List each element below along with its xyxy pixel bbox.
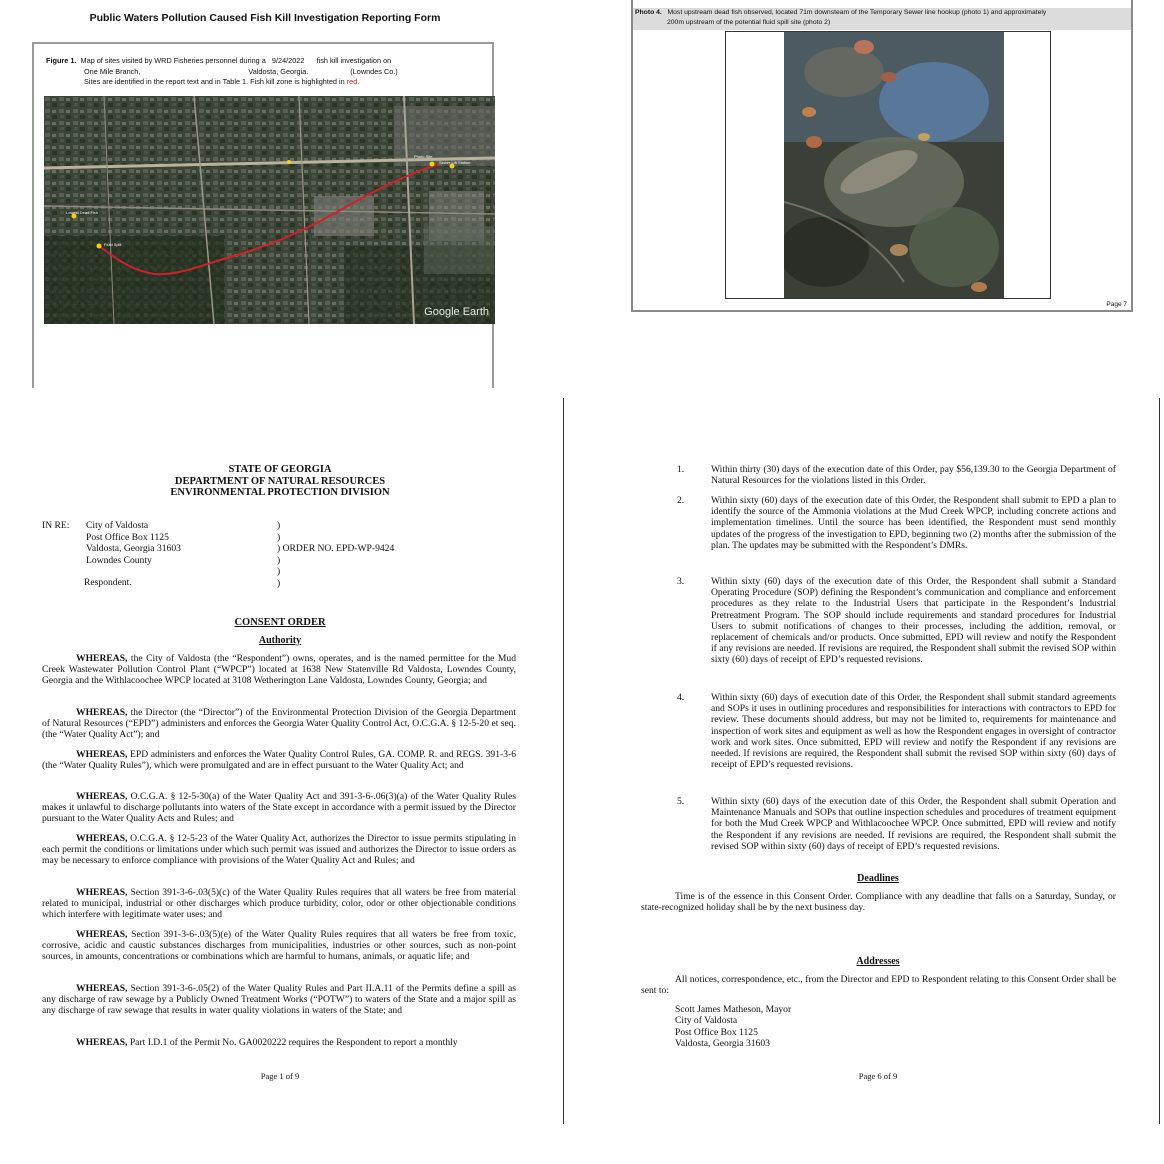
respondent-label: Respondent. [84,577,132,588]
mayor-address [675,1004,791,1050]
caption-line-1: Map of sites visited by WRD Fisheries personnel during a [80,56,266,65]
satellite-map [44,96,495,324]
dead-fish-photo [784,32,1004,298]
order-item: Within sixty (60) days of execution date of this Order, the Respondent shall submit standard agreements and SOPs it uses in outlining procedures and responsibilities for interactions with contractors to EPD for review. These documents should address, but may not be limited to, requirements for maintenance and inspection of work sites and equipment as well as how the Respondent engages in oversight of contractor work and work sites. Once submitted, EPD will review and notify the Respondent if any revisions are needed. If revisions are required, the Respondent shall submit the revised SOP within sixty (60) days of receipt of EPD’s requested revisions. [711,692,1116,771]
respondent-address [86,520,181,566]
google-earth-watermark: Google Earth [424,306,489,318]
map-label-4: Photo Site [414,154,433,159]
photo-caption [633,8,1131,30]
order-item: Within thirty (30) days of the execution date of this Order, pay $56,139.30 to the Georgia Department of Natural Resources for the violations listed in this Order. [711,464,1116,487]
figure-box [32,42,494,388]
caption-county: (Lowndes Co.) [350,66,398,76]
page-edge-line [1159,398,1160,1124]
address-line: City of Valdosta [675,1015,738,1027]
fish-kill-report-page [30,0,500,388]
address-line: Valdosta, Georgia 31603 [675,1038,770,1050]
whereas-clause: WHEREAS, EPD administers and enforces the Water Quality Control Rules, GA. COMP. R. and REGS. 391-3-6 (the “Water Quality Rules”), which were promulgated and are in effect pursuant to the Water Quality Act; and [42,749,516,772]
order-number: ) ORDER NO. EPD-WP-9424 [277,543,395,554]
in-re-label: IN RE: [42,520,70,531]
whereas-clause: WHEREAS, Part I.D.1 of the Permit No. GA0020222 requires the Respondent to report a monthly [76,1037,458,1048]
order-item: Within sixty (60) days of the execution date of this Order, the Respondent shall submit Operation and Maintenance Manuals and SOPs that outline inspection schedules and procedures of treatment equipment for both the Mud Creek WPCP and Withlacoochee WPCP. Once submitted, EPD will review and notify the Respondent if any revisions are needed. If revisions are required, the Respondent shall submit the revised SOP within sixty (60) days of receipt of EPD’s requested revisions. [711,796,1116,852]
address-line: Scott James Matheson, Mayor [675,1004,792,1015]
photo-page-number: Page 7 [1106,301,1127,308]
caption-city: Valdosta, Georgia. [248,66,309,76]
whereas-clause: WHEREAS, the Director (the “Director”) of the Environmental Protection Division of the Georgia Department of Natural Resources (“EPD”) administers and enforces the Georgia Water Quality Control Act, O.C.G.A. § 12-5-20 et seq. (the “Water Quality Act”); and [42,707,516,741]
figure-label: Figure 1. [46,56,77,65]
order-item: Within sixty (60) days of the execution date of this Order, the Respondent shall submit a Standard Operating Procedure (SOP) defining the Respondent’s communication and compliance and enforcement procedures as they relate to the Industrial Users that participate in the Respondent’s Industrial Pretreatment Program. The SOP should include requirements and standard procedures for Industrial Users to submit notifications of changes to their processes, including the addition, removal, or replacement of chemicals and/or products. Once submitted, EPD will review and notify the Respondent if any revisions are needed. If revisions are required, the Respondent shall submit the revised SOP within sixty (60) days of receipt of EPD’s requested revisions. [711,576,1116,666]
header-state: STATE OF GEORGIA [228,464,332,475]
header-department: DEPARTMENT OF NATURAL RESOURCES [174,475,386,487]
map-label-2: Fluid Spill [104,242,122,247]
photo-label: Photo 4. [635,9,662,16]
consent-order-page-1 [0,440,560,1164]
item-number: 4. [677,692,685,703]
report-form-title: Public Waters Pollution Caused Fish Kill Investigation Reporting Form [89,12,441,24]
item-number: 3. [677,576,685,587]
caption-red-word: red. [346,77,360,86]
order-item: Within sixty (60) days of the execution date of this Order, the Respondent shall submit to EPD a plan to identify the source of the Ammonia violations at the Mud Creek WPCP, including concrete actions and implementation timelines. Until the source has been identified, the Respondent must send monthly updates of the progress of the investigation to EPD, beginning two (2) months after the submission of the plan. The updates may be submitted with the Respondent’s DMRs. [711,495,1116,551]
deadlines-text: Time is of the essence in this Consent Order. Compliance with any deadline that falls on a Saturday, Sunday, or state-recognized holiday shall be by the next business day. [641,891,1116,914]
caption-line-3: Sites are identified in the report text and in Table 1. Fish kill zone is highlighted in [84,77,345,86]
page-number-6: Page 6 of 9 [858,1071,898,1081]
agency-header [110,464,450,499]
photo-page [631,0,1133,312]
addresses-heading: Addresses [856,956,900,967]
address-line: Lowndes County [86,554,152,566]
photo-caption-line-2: 200m upstream of the potential fluid spill site (photo 2) [667,19,831,26]
caption-date: 9/24/2022 [271,56,305,65]
address-line: Valdosta, Georgia 31603 [86,543,181,554]
paren-column: ) ) ) ORDER NO. EPD-WP-9424 ) ) ) [277,520,395,589]
whereas-clause: WHEREAS, Section 391-3-6-.03(5)(c) of the Water Quality Rules requires that all waters be free from material related to municipal, industrial or other discharges which produce turbidity, color, odor or other objectionable conditions which interfere with legitimate water uses; and [42,887,516,921]
addresses-text: All notices, correspondence, etc., from the Director and EPD to Respondent relating to this Consent Order shall be sent to: [641,974,1116,997]
whereas-clause: WHEREAS, Section 391-3-6-.03(5)(e) of the Water Quality Rules requires that all waters be free from toxic, corrosive, acidic and caustic substances discharges from municipalities, industries or other sources, such as non-point sources, in amounts, concentrations or combinations which are harmful to humans, animals, or aquatic life; and [42,929,516,963]
photo-frame [725,31,1051,299]
whereas-clause: WHEREAS, O.C.G.A. § 12-5-23 of the Water Quality Act, authorizes the Director to issue permits stipulating in each permit the conditions or limitations under which such permit was issued and authorizes the Director to issue orders as may be necessary to enforce compliance with provisions of the Water Quality Act and Rules; and [42,833,516,867]
whereas-clause: WHEREAS, O.C.G.A. § 12-5-30(a) of the Water Quality Act and 391-3-6-.06(3)(a) of the Water Quality Rules makes it unlawful to discharge pollutants into waters of the State except in accordance with a permit issued by the Director pursuant to the Water Quality Acts and Rules; and [42,791,516,825]
map-label-1: Lowest Dead Fish [66,210,99,215]
item-number: 5. [677,796,685,807]
item-number: 1. [677,464,685,475]
item-number: 2. [677,495,685,506]
whereas-clause: WHEREAS, Section 391-3-6-.05(2) of the Water Quality Rules and Part II.A.11 of the Permits define a spill as any discharge of raw sewage by a Publicly Owned Treatment Works (“POTW”) to waters of the State and a major spill as any discharge of raw sewage that results in water quality violations in waters of the State; and [42,983,516,1017]
page-number-1: Page 1 of 9 [260,1071,300,1081]
caption-stream: One Mile Branch, [84,66,141,76]
figure-caption [46,56,398,88]
address-line: Post Office Box 1125 [675,1026,758,1038]
authority-heading: Authority [258,635,302,646]
consent-order-title: CONSENT ORDER [234,617,326,628]
map-label-3: Sewer Lift Station [439,160,471,165]
page-edge-line [563,398,564,1124]
consent-order-page-6 [566,440,1158,1164]
deadlines-heading: Deadlines [857,873,899,884]
photo-caption-line-1: Most upstream dead fish observed, located 71m downsteam of the Temporary Sewer line hookup (photo 1) and approximately [667,9,1047,16]
address-line: City of Valdosta [86,520,149,531]
whereas-clause: WHEREAS, the City of Valdosta (the “Respondent”) owns, operates, and is the named permittee for the Mud Creek Wastewater Pollution Control Plant (“WPCP”) located at 1638 New Statenville Rd Valdosta, Lowndes County, Georgia and the Withlacoochee WPCP located at 3108 Wetherington Lane Valdosta, Lowndes County, Georgia; and [42,653,516,687]
address-line: Post Office Box 1125 [86,531,169,543]
header-division: ENVIRONMENTAL PROTECTION DIVISION [170,487,390,498]
caption-line-1-end: fish kill investigation on [316,56,392,65]
